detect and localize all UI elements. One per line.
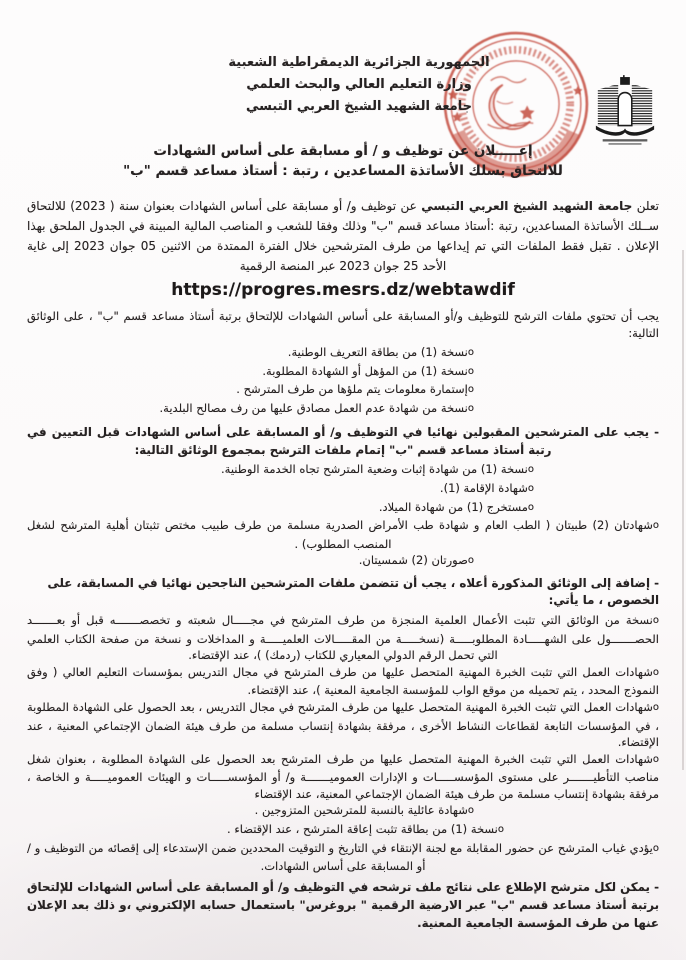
required-documents-list bbox=[27, 344, 659, 418]
final-admission-list bbox=[27, 461, 659, 571]
list-item-text: نسخة (1) من شهادة إثبات وضعية المترشح تجاه الخدمة الوطنية. bbox=[221, 462, 528, 477]
announcement-title bbox=[27, 141, 659, 181]
list-item-text: صورتان (2) شمسيتان. bbox=[358, 553, 468, 568]
circle-bullet-icon: o bbox=[527, 482, 534, 494]
list-item-text: نسخة (1) من المؤهل أو الشهادة المطلوبة. bbox=[262, 363, 468, 378]
list-item bbox=[27, 517, 659, 552]
institution-name: جامعة الشهيد الشيخ العربي التبسي bbox=[421, 199, 633, 213]
successful-candidates-list bbox=[27, 612, 659, 875]
list-item-text: شهادة عائلية بالنسبة للمترشحين المتزوجين . bbox=[254, 803, 468, 818]
results-consultation-note: - يمكن لكل مترشح الإطلاع على نتائج ملف ترشحه في التوظيف و/ أو المسابقة على أساس الشهادات للإلتحاق برتبة أستاذ مساعد قسم "ب" عبر الارضية الرقمية " بروغرس" باستعمال حسابه الإلكتروني ،و ذلك بعد الإعلان عنها من طرف المؤسسة الجامعية المعنية. bbox=[27, 879, 659, 930]
intro-prefix: تعلن bbox=[632, 199, 659, 213]
list-item-text: نسخة (1) من بطاقة التعريف الوطنية. bbox=[287, 345, 468, 359]
list-item bbox=[27, 499, 659, 518]
list-item-text: إستمارة معلومات يتم ملؤها من طرف المترشح . bbox=[236, 382, 468, 397]
list-item-text: نسخة من الوثائق التي تثبت الأعمال العلمية المنجزة من طرف المترشح في مجـــــال شعبته و تخصصـــــــه قبل أو بعـــــــد الحصـــــــول على الشهـــــادة المطلوبـــــة (نسخـــــة من المقـــــالات العلميـــــة و المداخلات و نسخة من صفحة الكتاب العلمي التي تحمل الرقم الدولي المعياري للكتاب (ردمك) )، عند الإقتضاء. bbox=[27, 612, 659, 663]
portal-url: https://progres.mesrs.dz/webtawdif bbox=[171, 280, 515, 300]
final-admission-heading: - يجب على المترشحين المقبولين نهائيا في التوظيف و/ أو المسابقة على أساس الشهادات قبل التعيين في رتبة أستاذ مساعد قسم "ب" إتمام ملفات الترشح بمجموع الوثائق التالية: bbox=[27, 425, 659, 457]
list-item bbox=[27, 751, 659, 803]
circle-bullet-icon: o bbox=[652, 701, 659, 713]
list-item bbox=[27, 400, 659, 419]
list-item bbox=[27, 461, 659, 480]
successful-candidates-heading: - إضافة إلى الوثائق المذكورة أعلاه ، يجب أن تتضمن ملفات المترشحين الناجحين نهائيا في المسابقة، على الخصوص ، ما يأتي: bbox=[47, 575, 659, 608]
list-item-text: شهادات العمل التي تثبت الخبرة المهنية المتحصل عليها من طرف المترشح بعد الحصول على الشهادة المطلوبة ، بعنوان شغل مناصب التأطيـــــــر على مستوى المؤسســـــات و الإدارات العموميـــــــة و/ أو المؤسســـــات و الهيئات العموميـــــة و الخاصة ، مرفقة بشهادة إنتساب مسلمة من طرف هيئة الضمان الإجتماعي المعنية، عند الإقتضاء bbox=[27, 751, 659, 801]
intro-rest: عن توظيف و/ أو مسابقة على أساس الشهادات بعنوان سنة ( 2023) للالتحاق ســلك الأساتذة المساعدين، رتبة :أستاذ مساعد قسم "ب" وذلك وفقا للشعب و المناصب المالية المبينة في الجدول الملحق بهذا الإعلان . تقبل فقط الملفات التي تم إيداعها من طرف المترشحين خلال الفترة الممتدة من الاثنين 05 جوان 2023 إلى غاية الأحد 25 جوان 2023 عبر المنصة الرقمية bbox=[27, 199, 659, 273]
list-item-text: شهادات العمل التي تثبت الخبرة المهنية المتحصل عليها من طرف المترشح في مجال التدريس ، بعد الحصول على الشهادة المطلوبة ، في المؤسسات التابعة لقطاعات النشاط الأخرى ، مرفقة بشهادة إنتساب مسلمة من طرف هيئة الضمان الإجتماعي المعنية ، عند الإقتضاء. bbox=[27, 699, 659, 750]
circle-bullet-icon: o bbox=[652, 614, 659, 626]
list-item bbox=[27, 699, 659, 751]
circle-bullet-icon: o bbox=[467, 384, 474, 396]
title-line-2: للالتحاق بسلك الأساتذة المساعدين ، رتبة : أستاذ مساعد قسم "ب" bbox=[123, 163, 563, 179]
list-item-text: شهادة الإقامة (1). bbox=[439, 480, 528, 495]
circle-bullet-icon: o bbox=[497, 824, 504, 836]
title-line-1: إعـــــلان عن توظيف و / أو مسابقة على أساس الشهادات bbox=[153, 143, 533, 159]
required-documents-intro: يجب أن تحتوي ملفات الترشح للتوظيف و/أو المسابقة على أساس الشهادات للإلتحاق برتبة أستاذ مساعد قسم "ب" ، على الوثائق التالية: bbox=[27, 309, 659, 340]
circle-bullet-icon: o bbox=[652, 520, 659, 532]
header-ministry-line: وزارة التعليم العالي والبحث العلمي bbox=[246, 77, 472, 92]
list-item bbox=[27, 552, 659, 571]
circle-bullet-icon: o bbox=[467, 805, 474, 817]
circle-bullet-icon: o bbox=[652, 666, 659, 678]
list-item bbox=[27, 381, 659, 400]
list-item bbox=[27, 664, 659, 699]
list-item-text: شهادات العمل التي تثبت الخبرة المهنية المتحصل عليها من طرف المترشح في مجال التدريس بمؤسسات التعليم العالي ( وفق النموذج المحدد ، يتم تحميله من موقع الواب للمؤسسة الجامعية المعنية )، عند الإقتضاء. bbox=[27, 664, 659, 698]
intro-paragraph bbox=[27, 196, 659, 276]
circle-bullet-icon: o bbox=[467, 365, 474, 377]
republic-header bbox=[43, 0, 675, 118]
list-item-text: شهادتان (2) طبيتان ( الطب العام و شهادة طب الأمراض الصدرية مسلمة من طرف طبيب مختص تثبتان أهلية المترشح لشغل المنصب المطلوب) . bbox=[27, 518, 653, 551]
circle-bullet-icon: o bbox=[527, 464, 534, 476]
list-item bbox=[27, 840, 659, 875]
list-item-text: يؤدي غياب المترشح عن حضور المقابلة مع لجنة الإنتقاء في التاريخ و التوقيت المحددين ضمن الإستدعاء إلى إقصائه من التوظيف و /أو المسابقة على أساس الشهادات. bbox=[27, 840, 653, 874]
list-item bbox=[27, 480, 659, 499]
list-item bbox=[27, 363, 659, 382]
list-item-text: نسخة (1) من بطاقة تثبت إعاقة المترشح ، عند الإقتضاء . bbox=[227, 822, 498, 837]
list-item-text: مستخرج (1) من شهادة الميلاد. bbox=[378, 499, 528, 514]
circle-bullet-icon: o bbox=[527, 501, 534, 513]
list-item bbox=[27, 802, 659, 821]
list-item bbox=[27, 612, 659, 664]
list-item bbox=[27, 344, 659, 363]
circle-bullet-icon: o bbox=[467, 402, 474, 414]
header-republic-line: الجمهورية الجزائرية الديمقراطية الشعبية bbox=[228, 55, 490, 70]
circle-bullet-icon: o bbox=[652, 842, 659, 854]
list-item bbox=[27, 821, 659, 840]
circle-bullet-icon: o bbox=[467, 555, 474, 567]
circle-bullet-icon: o bbox=[467, 347, 474, 358]
header-university-line: جامعة الشهيد الشيخ العربي التبسي bbox=[246, 99, 472, 114]
circle-bullet-icon: o bbox=[652, 753, 659, 765]
list-item-text: نسخة من شهادة عدم العمل مصادق عليها من رف مصالح البلدية. bbox=[159, 400, 468, 415]
